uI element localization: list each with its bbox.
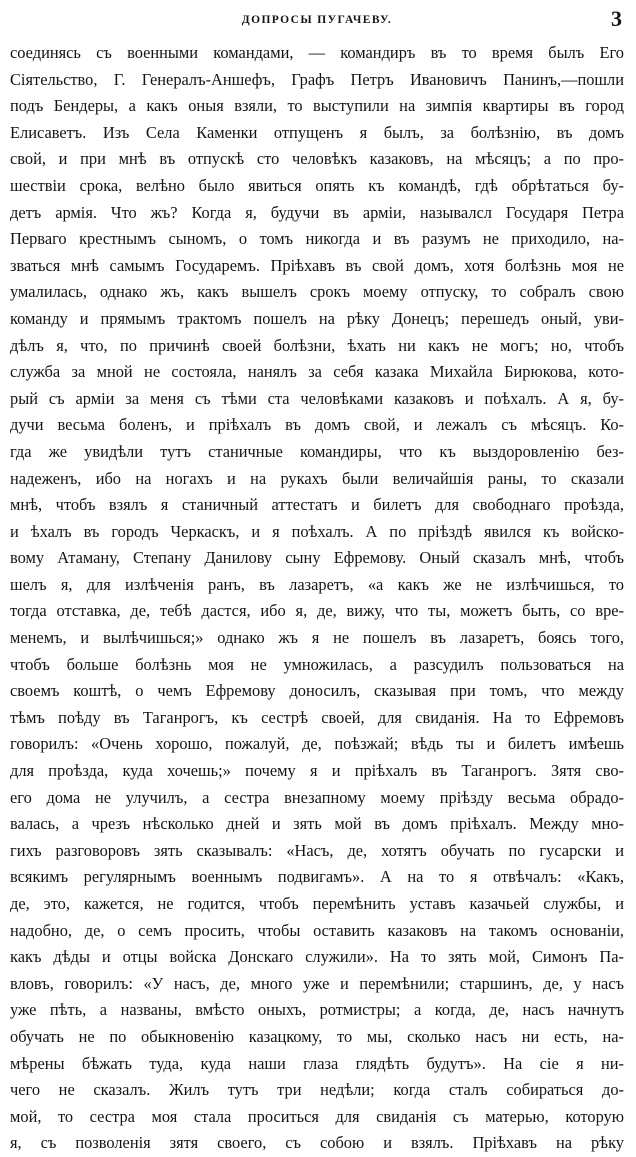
text-line: надеженъ, ибо на ногахъ и на рукахъ были величайшія раны, то сказали [10,468,624,488]
text-line: тогда отставка, де, тебѣ дастся, ибо я, де, вижу, что ты, можетъ быть, со вре- [10,601,624,621]
text-line: менемъ, и вылѣчишься;» однако жъ я не пошелъ въ лазаретъ, боясь того, [10,628,624,648]
text-line: обучать не по обыкновенію казацкому, то мы, сколько насъ ни есть, на- [10,1026,624,1046]
text-line: надобно, де, о семъ просить, чтобы оставить казаковъ на такомъ основаніи, [10,920,624,940]
text-line: для проѣзда, куда хочешь;» почему я и пріѣхалъ въ Таганрогъ. Зятя сво- [10,761,624,781]
running-head [10,6,624,40]
text-line: я, съ позволенія зятя своего, съ собою и взялъ. Пріѣхавъ на рѣку [10,1133,624,1153]
text-line: шелъ я, для излѣченія ранъ, въ лазаретъ, «а какъ же не излѣчишься, то [10,574,624,594]
body-text [10,40,624,1157]
page-number: 3 [611,6,622,31]
text-line: Перваго крестнымъ сыномъ, о томъ никогда и въ разумъ не приходило, на- [10,229,624,249]
text-line: тѣмъ поѣду въ Таганрогъ, къ сестрѣ своей, для свиданія. На то Ефремовъ [10,707,624,727]
text-line: дучи весьма боленъ, и пріѣхалъ въ домъ свой, и лежалъ съ мѣсяцъ. Ко- [10,415,624,435]
text-line: подъ Бендеры, а какъ оныя взяли, то выступили на зимпія квартиры въ город [10,96,624,116]
text-line: команду и прямымъ трактомъ пошелъ на рѣку Донецъ; перешедъ оный, уви- [10,308,624,328]
text-line: валась, а чрезъ нѣсколько дней и зять мой въ домъ пріѣхалъ. Между мно- [10,814,624,834]
text-line: рый съ арміи за меня съ тѣми ста человѣками казаковъ и поѣхалъ. А я, бу- [10,388,624,408]
text-line: служба за мной не состояла, нанялъ за себя казака Михайла Бирюкова, кото- [10,362,624,382]
text-line: де, это, кажется, не годится, чтобъ перемѣнить уставъ казачьей службы, и [10,894,624,913]
text-line: Сіятельство, Г. Генералъ-Аншефъ, Графъ Петръ Ивановичъ Панинъ,—пошли [10,69,624,89]
text-line: мнѣ, чтобъ взялъ я станичный аттестатъ и билетъ для свободнаго проѣзда, [10,495,624,515]
text-line: его дома не улучилъ, а сестра внезапному моему пріѣзду весьма обрадо- [10,787,624,807]
text-line: уже пѣть, а названы, вмѣсто оныхъ, ротмистры; а когда, де, насъ начнутъ [10,1000,624,1020]
text-line: гда же увидѣли тутъ станичные командиры, что къ выздоровленію без- [10,441,624,461]
text-line: зваться мнѣ самымъ Государемъ. Пріѣхавъ въ свой домъ, хотя болѣзнь моя не [10,255,624,275]
text-line: шествіи срока, велѣно было явиться опять къ командѣ, гдѣ обрѣтаться бу- [10,175,624,195]
text-line: свой, и при мнѣ въ отпускѣ сто человѣкъ казаковъ, на мѣсяцъ; а по про- [10,149,624,169]
text-line: дѣлъ я, что, по причинѣ своей болѣзни, ѣхать ни какъ не могъ; но, чтобъ [10,335,624,355]
text-line: детъ армія. Что жъ? Когда я, будучи въ арміи, называлсл Государя Петра [10,202,624,222]
text-line: говорилъ: «Очень хорошо, пожалуй, де, поѣзжай; вѣдь ты и билетъ имѣешь [10,734,624,754]
text-line: чего не сказалъ. Жилъ тутъ три недѣли; когда сталъ собираться до- [10,1080,624,1100]
text-line: гихъ разговоровъ зять сказывалъ: «Насъ, де, хотятъ обучать по гусарски и [10,840,624,860]
running-title: ДОПРОСЫ ПУГАЧЕВУ. [241,14,393,26]
text-line: вловъ, говорилъ: «У насъ, де, много уже и перемѣнили; старшинъ, де, у насъ [10,973,624,993]
text-line: мой, то сестра моя стала проситься для свиданія съ матерью, которую [10,1106,624,1126]
text-line: мѣрены бѣжать туда, куда наши глаза глядѣть будутъ». На сіе я ни- [10,1053,624,1073]
text-line: всякимъ регулярнымъ военнымъ подвигамъ». А на то я отвѣчалъ: «Какъ, [10,867,624,887]
text-line: своемъ коштѣ, о чемъ Ефремову доносилъ, сказывая при томъ, что между [10,681,624,701]
text-line: вому Атаману, Степану Данилову сыну Ефремову. Оный сказалъ мнѣ, чтобъ [10,548,624,568]
text-line: чтобъ больше болѣзнь моя не умножилась, а разсудилъ пользоваться на [10,654,624,674]
text-line: умалилась, однако жъ, какъ вышелъ срокъ моему отпуску, то собралъ свою [10,282,624,302]
text-line: Елисаветъ. Изъ Села Каменки отпущенъ я былъ, за болѣзнію, въ домъ [10,122,624,142]
text-line: и ѣхалъ въ городъ Черкаскъ, и я поѣхалъ. А по пріѣздѣ явился къ войско- [10,521,624,541]
text-line: какъ дѣды и отцы войска Донскаго служили». На то зять мой, Симонъ Па- [10,947,624,967]
text-line: соединясь съ военными командами, — командиръ въ то время былъ Его [10,43,624,62]
